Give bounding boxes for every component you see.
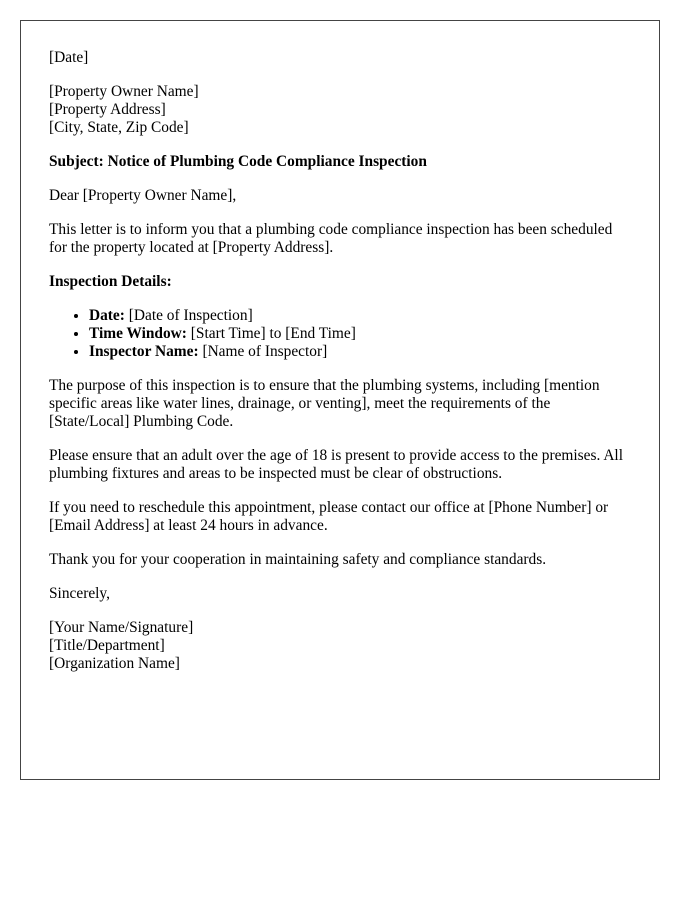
detail-value: [Name of Inspector] — [202, 343, 328, 360]
purpose-paragraph: The purpose of this inspection is to ensure that the plumbing systems, including [mention specific areas like water lines, drainage, or venting], meet the requirements of the [State/Local] Plumbing Code. — [49, 377, 600, 430]
recipient-city-state-zip: [City, State, Zip Code] — [49, 119, 189, 136]
subject-label: Subject: — [49, 153, 104, 170]
details-heading: Inspection Details: — [49, 273, 172, 290]
recipient-block — [49, 83, 631, 137]
detail-item-time-window — [89, 325, 631, 343]
reschedule-paragraph: If you need to reschedule this appointment, please contact our office at [Phone Number] or [Email Address] at least 24 hours in advance. — [49, 499, 609, 534]
recipient-address: [Property Address] — [49, 101, 166, 118]
details-list — [49, 307, 631, 361]
subject-line — [49, 153, 631, 171]
closing: Sincerely, — [49, 585, 110, 602]
letter-date: [Date] — [49, 49, 89, 66]
detail-item-date — [89, 307, 631, 325]
detail-label: Inspector Name: — [89, 343, 199, 360]
detail-item-inspector-name — [89, 343, 631, 361]
letter-page — [20, 20, 660, 780]
recipient-name: [Property Owner Name] — [49, 83, 199, 100]
detail-label: Date: — [89, 307, 125, 324]
intro-paragraph: This letter is to inform you that a plumbing code compliance inspection has been scheduled for the property located at [Property Address]. — [49, 221, 613, 256]
detail-label: Time Window: — [89, 325, 187, 342]
signature-title: [Title/Department] — [49, 637, 165, 654]
thanks-paragraph: Thank you for your cooperation in maintaining safety and compliance standards. — [49, 551, 547, 568]
signature-name: [Your Name/Signature] — [49, 619, 194, 636]
signature-block — [49, 619, 631, 673]
signature-organization: [Organization Name] — [49, 655, 180, 672]
subject-text: Notice of Plumbing Code Compliance Inspection — [107, 153, 427, 170]
detail-value: [Start Time] to [End Time] — [190, 325, 356, 342]
salutation: Dear [Property Owner Name], — [49, 187, 237, 204]
access-paragraph: Please ensure that an adult over the age of 18 is present to provide access to the premises. All plumbing fixtures and areas to be inspected must be clear of obstructions. — [49, 447, 623, 482]
detail-value: [Date of Inspection] — [128, 307, 253, 324]
